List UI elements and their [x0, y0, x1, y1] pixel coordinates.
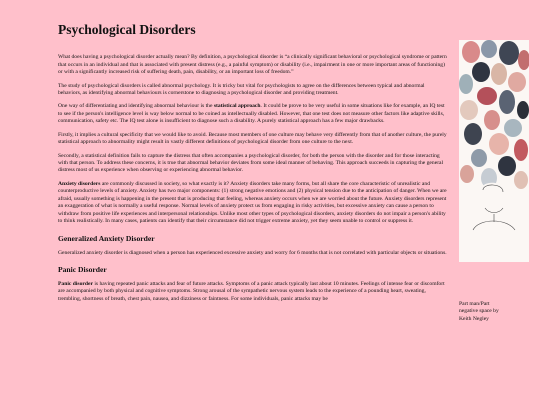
- p3-text-after: . It could be prove to be very useful in some situations like for example, an IQ test to see if the person's intelligence level is way below normal to be coined as intellectually disabled. However, that one test does not measure other factors like adaptive skills, communication, safety etc. The IQ test alone is insufficient to diagnose such a disability. A purely statistical approach has a few major drawbacks.: [58, 103, 445, 125]
- p8-text-after: is having repeated panic attacks and fear of future attacks. Symptoms of a panic attack typically last about 10 minutes. Feelings of intense fear or discomfort are accompanied by both physical and cognitive symptoms. Strong arousal of the sympathetic nervous system leads to the experience of a pounding heart, sweating, trembling, shortness of breath, chest pain, nausea, and dizziness or faintness. For some individuals, panic attacks may be: [58, 280, 445, 302]
- paragraph-distress: Secondly, a statistical definition fails to capture the distress that often accompanies a psychological disorder, for both the person with the disorder and for those interacting with that person. To address these concerns, it is true that abnormal behavior deviates from some ideal manner of behaving. This approach succeeds in capturing the general distress most of us experience when observing or experiencing abnormal behavior.: [58, 152, 444, 174]
- paragraph-statistical-approach: [58, 103, 448, 125]
- paragraph-cultural-specificity: Firstly, it implies a cultural specificity that we would like to avoid. Because most members of one culture may behave very differently from that of another culture, the purely statistical approach to abnormality might result in vastly different definitions of psychological disorder from one culture to the next.: [58, 131, 447, 146]
- anxiety-disorders-term: Anxiety disorders: [58, 180, 101, 187]
- statistical-approach-term: statistical approach: [213, 103, 261, 110]
- image-caption: Part man/Part negative space by Keith Negley: [459, 301, 499, 322]
- heading-panic-disorder: Panic Disorder: [58, 264, 107, 274]
- paragraph-definition: What does having a psychological disorder actually mean? By definition, a psychological disorder is “a clinically significant behavioral or psychological syndrome or pattern that occurs in an individual and that is associated with present distress (e.g., a painful symptom) or disability (i.e., impairment in one or more important areas of functioning) or with a significantly increased risk of suffering death, pain, disability, or an important loss of freedom.”: [58, 54, 447, 76]
- p3-text-before: One way of differentiating and identifying abnormal behaviour is the: [58, 103, 214, 110]
- panic-disorder-term: Panic disorder: [58, 280, 93, 287]
- artwork-image: [459, 40, 529, 262]
- paragraph-gad: Generalized anxiety disorder is diagnosed when a person has experienced excessive anxiety and worry for 6 months that is not correlated with particular objects or situations.: [58, 249, 447, 256]
- p6-text-after: are commonly discussed in society, so what exactly is it? Anxiety disorders take many forms, but all share the core characteristic of unrealistic and counterproductive levels of anxiety. Anxiety has two major components: (1) strong negative emotions and (2) physical tension due to the anticipation of danger. When we are afraid, usually something is happening in the present that is producing that feeling, whereas anxiety occurs when we are worried about the future. Anxiety disorders represent an exaggeration of what is normally a useful response. Normal levels of anxiety protect us from engaging in risky activities, but excessive anxiety can cause a person to withdraw from positive life experiences and interpersonal relationships. Unlike most other types of psychological disorders, anxiety disorders do not impair a person's ability to think realistically. In many cases, patients can identify that their circumstance did not trigger extreme anxiety, yet they seem unable to control or suppress it.: [58, 180, 447, 225]
- paragraph-panic: [58, 281, 448, 303]
- page-title: Psychological Disorders: [58, 22, 196, 37]
- article: [58, 22, 448, 309]
- heading-generalized-anxiety: Generalized Anxiety Disorder: [58, 233, 155, 243]
- paragraph-anxiety-disorders: [58, 181, 448, 226]
- illustration: [459, 40, 529, 262]
- paragraph-abnormal-psychology: The study of psychological disorders is called abnormal psychology. It is tricky but vital for psychologists to agree on the differences between typical and abnormal behaviors, as identifying abnormal behaviours is cornerstone to diagnosing a psychological disorder and providing treatment.: [58, 82, 425, 96]
